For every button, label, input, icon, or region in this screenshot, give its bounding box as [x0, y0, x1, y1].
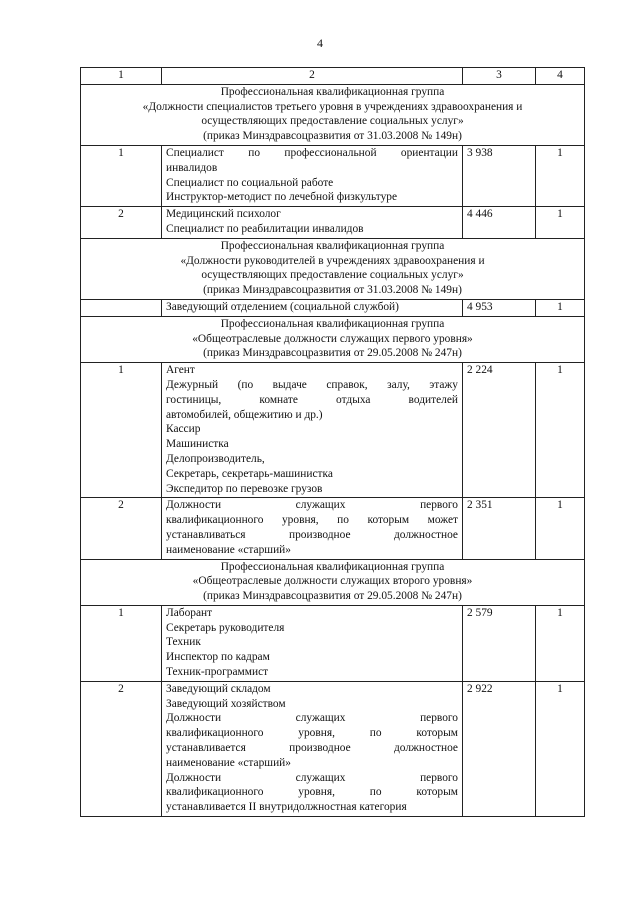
position-title: квалификационного уровня, по которым — [166, 727, 458, 740]
table-row — [81, 363, 585, 498]
positions-cell — [162, 681, 463, 816]
position-title: Заведующий отделением (социальной службой) — [166, 300, 399, 313]
position-title: Дежурный (по выдаче справок, залу, этажу — [166, 378, 458, 391]
position-title: Экспедитор по перевозке грузов — [166, 482, 323, 495]
position-title: Специалист по социальной работе — [166, 176, 334, 189]
group-title-line: «Общеотраслевые должности служащих второго уровня» — [192, 575, 473, 588]
position-title: Техник — [166, 636, 201, 649]
page-number: 4 — [317, 36, 323, 50]
table-row — [81, 498, 585, 559]
salary-value: 2 579 — [463, 605, 536, 681]
position-title: Специалист по реабилитации инвалидов — [166, 222, 364, 235]
salary-table-body — [81, 68, 585, 817]
position-title: наименование «старший» — [166, 543, 291, 556]
group-title-line: Профессиональная квалификационная группа — [220, 85, 445, 98]
header-col-3: 3 — [463, 68, 536, 85]
group-title-line: Профессиональная квалификационная группа — [220, 239, 445, 252]
group-title — [81, 559, 585, 605]
position-title: Инструктор-методист по лечебной физкультуре — [166, 191, 398, 204]
positions-cell — [162, 299, 463, 316]
position-title: Должности служащих первого — [166, 712, 458, 725]
salary-value: 2 922 — [463, 681, 536, 816]
table-row — [81, 145, 585, 206]
qualification-level — [81, 299, 162, 316]
positions-cell — [162, 498, 463, 559]
group-title-line: (приказ Минздравсоцразвития от 31.03.2008 № 149н) — [203, 130, 462, 143]
positions-cell — [162, 145, 463, 206]
header-col-2: 2 — [162, 68, 463, 85]
position-title: Инспектор по кадрам — [166, 651, 270, 664]
qualification-level: 2 — [81, 681, 162, 816]
position-title: Машинистка — [166, 438, 229, 451]
salary-value: 4 446 — [463, 207, 536, 239]
table-row — [81, 207, 585, 239]
group-header-row — [81, 559, 585, 605]
group-header-row — [81, 316, 585, 362]
qualification-level: 2 — [81, 498, 162, 559]
salary-value: 2 224 — [463, 363, 536, 498]
position-title: Кассир — [166, 423, 201, 436]
group-title-line: Профессиональная квалификационная группа — [220, 317, 445, 330]
position-title: Делопроизводитель, — [166, 452, 265, 465]
coefficient-value: 1 — [536, 498, 585, 559]
positions-cell — [162, 363, 463, 498]
position-title: гостиницы, комнате отдыха водителей — [166, 393, 458, 406]
position-title: устанавливается II внутридолжностная категория — [166, 801, 407, 814]
group-title — [81, 238, 585, 299]
coefficient-value: 1 — [536, 207, 585, 239]
qualification-level: 2 — [81, 207, 162, 239]
position-title: устанавливается производное должностное — [166, 742, 458, 755]
table-row — [81, 681, 585, 816]
salary-value: 2 351 — [463, 498, 536, 559]
position-title: инвалидов — [166, 161, 218, 174]
position-title: Лаборант — [166, 606, 213, 619]
group-title-line: Профессиональная квалификационная группа — [220, 560, 445, 573]
qualification-level: 1 — [81, 605, 162, 681]
position-title: устанавливаться производное должностное — [166, 528, 458, 541]
group-title-line: осуществляющих предоставление социальных услуг» — [201, 115, 464, 128]
position-title: Агент — [166, 364, 195, 377]
salary-value: 4 953 — [463, 299, 536, 316]
coefficient-value: 1 — [536, 363, 585, 498]
coefficient-value: 1 — [536, 605, 585, 681]
position-title: квалификационного уровня, по которым может — [166, 514, 458, 527]
position-title: Секретарь, секретарь-машинистка — [166, 467, 333, 480]
group-title-line: «Должности руководителей в учреждениях здравоохранения и — [180, 254, 485, 267]
position-title: Техник-программист — [166, 666, 269, 679]
position-title: Заведующий хозяйством — [166, 697, 286, 710]
position-title: автомобилей, общежитию и др.) — [166, 408, 323, 421]
position-title: Заведующий складом — [166, 682, 271, 695]
table-row — [81, 299, 585, 316]
group-title-line: «Общеотраслевые должности служащих первого уровня» — [192, 332, 473, 345]
coefficient-value: 1 — [536, 681, 585, 816]
positions-cell — [162, 605, 463, 681]
salary-table — [80, 67, 585, 817]
group-title-line: «Должности специалистов третьего уровня в учреждениях здравоохранения и — [142, 100, 523, 113]
position-title: Секретарь руководителя — [166, 621, 285, 634]
coefficient-value: 1 — [536, 299, 585, 316]
qualification-level: 1 — [81, 145, 162, 206]
table-row — [81, 605, 585, 681]
position-title: Специалист по профессиональной ориентации — [166, 146, 458, 159]
position-title: Медицинский психолог — [166, 208, 281, 221]
salary-value: 3 938 — [463, 145, 536, 206]
group-title-line: осуществляющих предоставление социальных услуг» — [201, 269, 464, 282]
group-title-line: (приказ Минздравсоцразвития от 29.05.2008 № 247н) — [203, 590, 462, 603]
group-header-row — [81, 238, 585, 299]
position-title: квалификационного уровня, по которым — [166, 786, 458, 799]
group-title — [81, 84, 585, 145]
table-header-row — [81, 68, 585, 85]
position-title: Должности служащих первого — [166, 499, 458, 512]
group-header-row — [81, 84, 585, 145]
group-title-line: (приказ Минздравсоцразвития от 29.05.2008 № 247н) — [203, 347, 462, 360]
header-col-4: 4 — [536, 68, 585, 85]
position-title: Должности служащих первого — [166, 771, 458, 784]
coefficient-value: 1 — [536, 145, 585, 206]
group-title-line: (приказ Минздравсоцразвития от 31.03.2008 № 149н) — [203, 284, 462, 297]
header-col-1: 1 — [81, 68, 162, 85]
group-title — [81, 316, 585, 362]
qualification-level: 1 — [81, 363, 162, 498]
position-title: наименование «старший» — [166, 756, 291, 769]
positions-cell — [162, 207, 463, 239]
